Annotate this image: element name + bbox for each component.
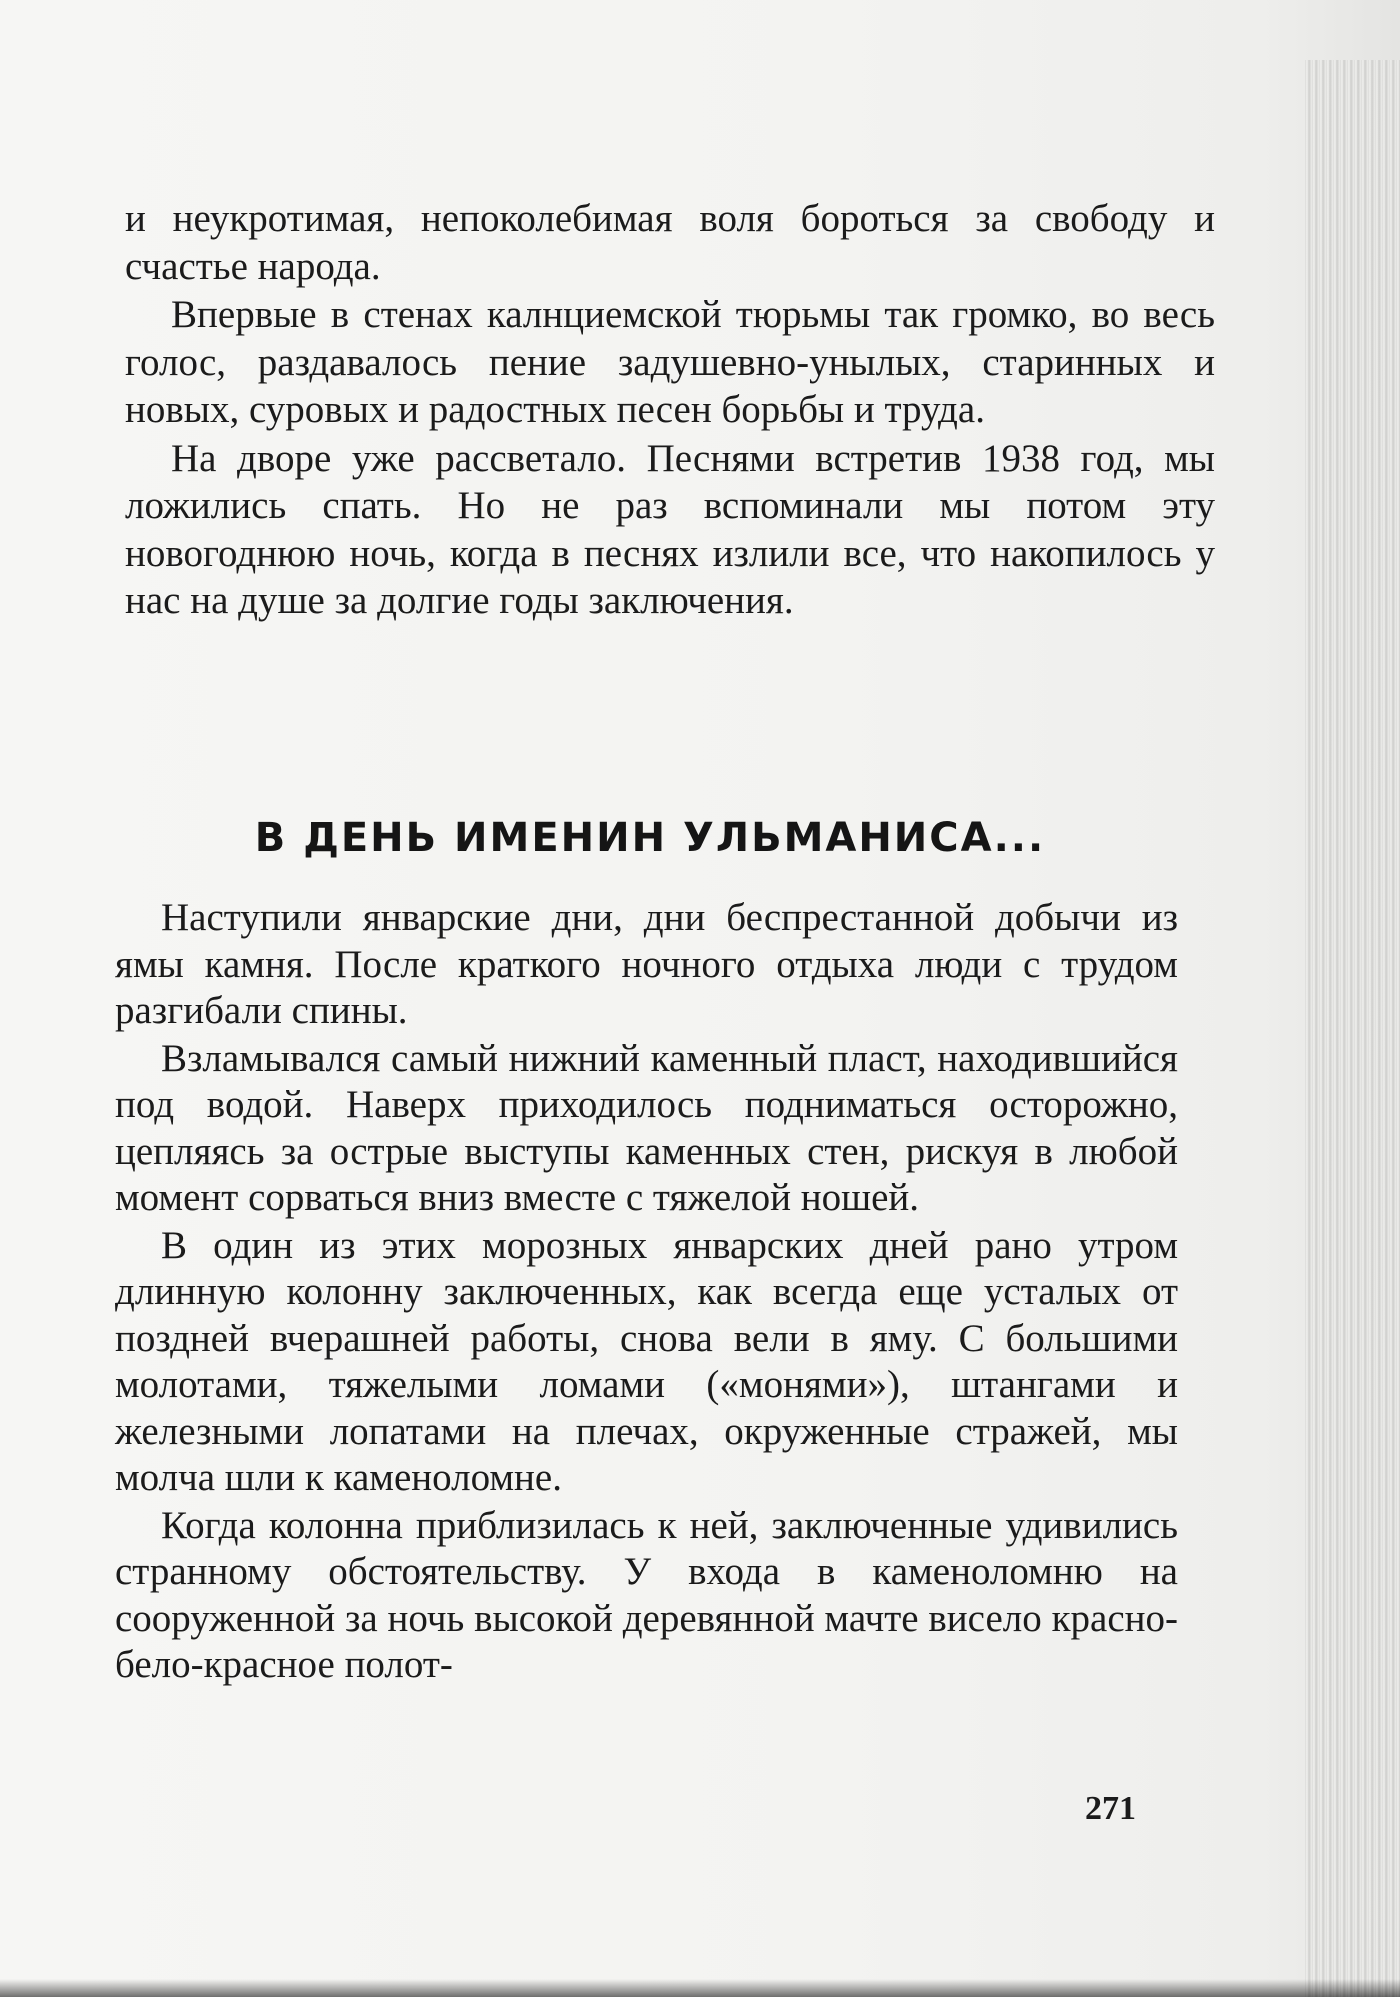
paragraph: и неукротимая, непоколебимая воля бороться за свободу и счастье народа. xyxy=(125,197,1215,288)
paragraph: Впервые в стенах калнциемской тюрьмы так громко, во весь голос, раздавалось пение задушевно-унылых, старинных и новых, суровых и радостных песен борьбы и труда. xyxy=(125,293,1215,431)
scan-bottom-shadow xyxy=(0,1979,1400,1997)
paragraph: Наступили январские дни, дни беспрестанной добычи из ямы камня. После краткого ночного отдыха люди с трудом разгибали спины. xyxy=(115,896,1178,1032)
book-page-edges xyxy=(1305,60,1400,1997)
page-number: 271 xyxy=(1085,1790,1136,1827)
text-block-top xyxy=(125,195,1215,625)
text-block-main xyxy=(115,895,1178,1689)
paragraph: Взламывался самый нижний каменный пласт, находившийся под водой. Наверх приходилось подниматься осторожно, цепляясь за острые выступы каменных стен, рискуя в любой момент сорваться вниз вместе с тяжелой ношей. xyxy=(115,1036,1178,1219)
paragraph: Когда колонна приблизилась к ней, заключенные удивились странному обстоятельству. У входа в каменоломню на сооруженной за ночь высокой деревянной мачте висело красно-бело-красное полот- xyxy=(115,1503,1178,1686)
paragraph: В один из этих морозных январских дней рано утром длинную колонну заключенных, как всегда еще усталых от поздней вчерашней работы, снова вели в яму. С большими молотами, тяжелыми ломами («монями»), штангами и железными лопатами на плечах, окруженные стражей, мы молча шли к каменоломне. xyxy=(115,1223,1178,1499)
chapter-title: В ДЕНЬ ИМЕНИН УЛЬМАНИСА... xyxy=(254,815,1046,861)
paragraph: На дворе уже рассветало. Песнями встретив 1938 год, мы ложились спать. Но не раз вспоминали мы потом эту новогоднюю ночь, когда в песнях излили все, что накопилось у нас на душе за долгие годы заключения. xyxy=(125,436,1215,622)
